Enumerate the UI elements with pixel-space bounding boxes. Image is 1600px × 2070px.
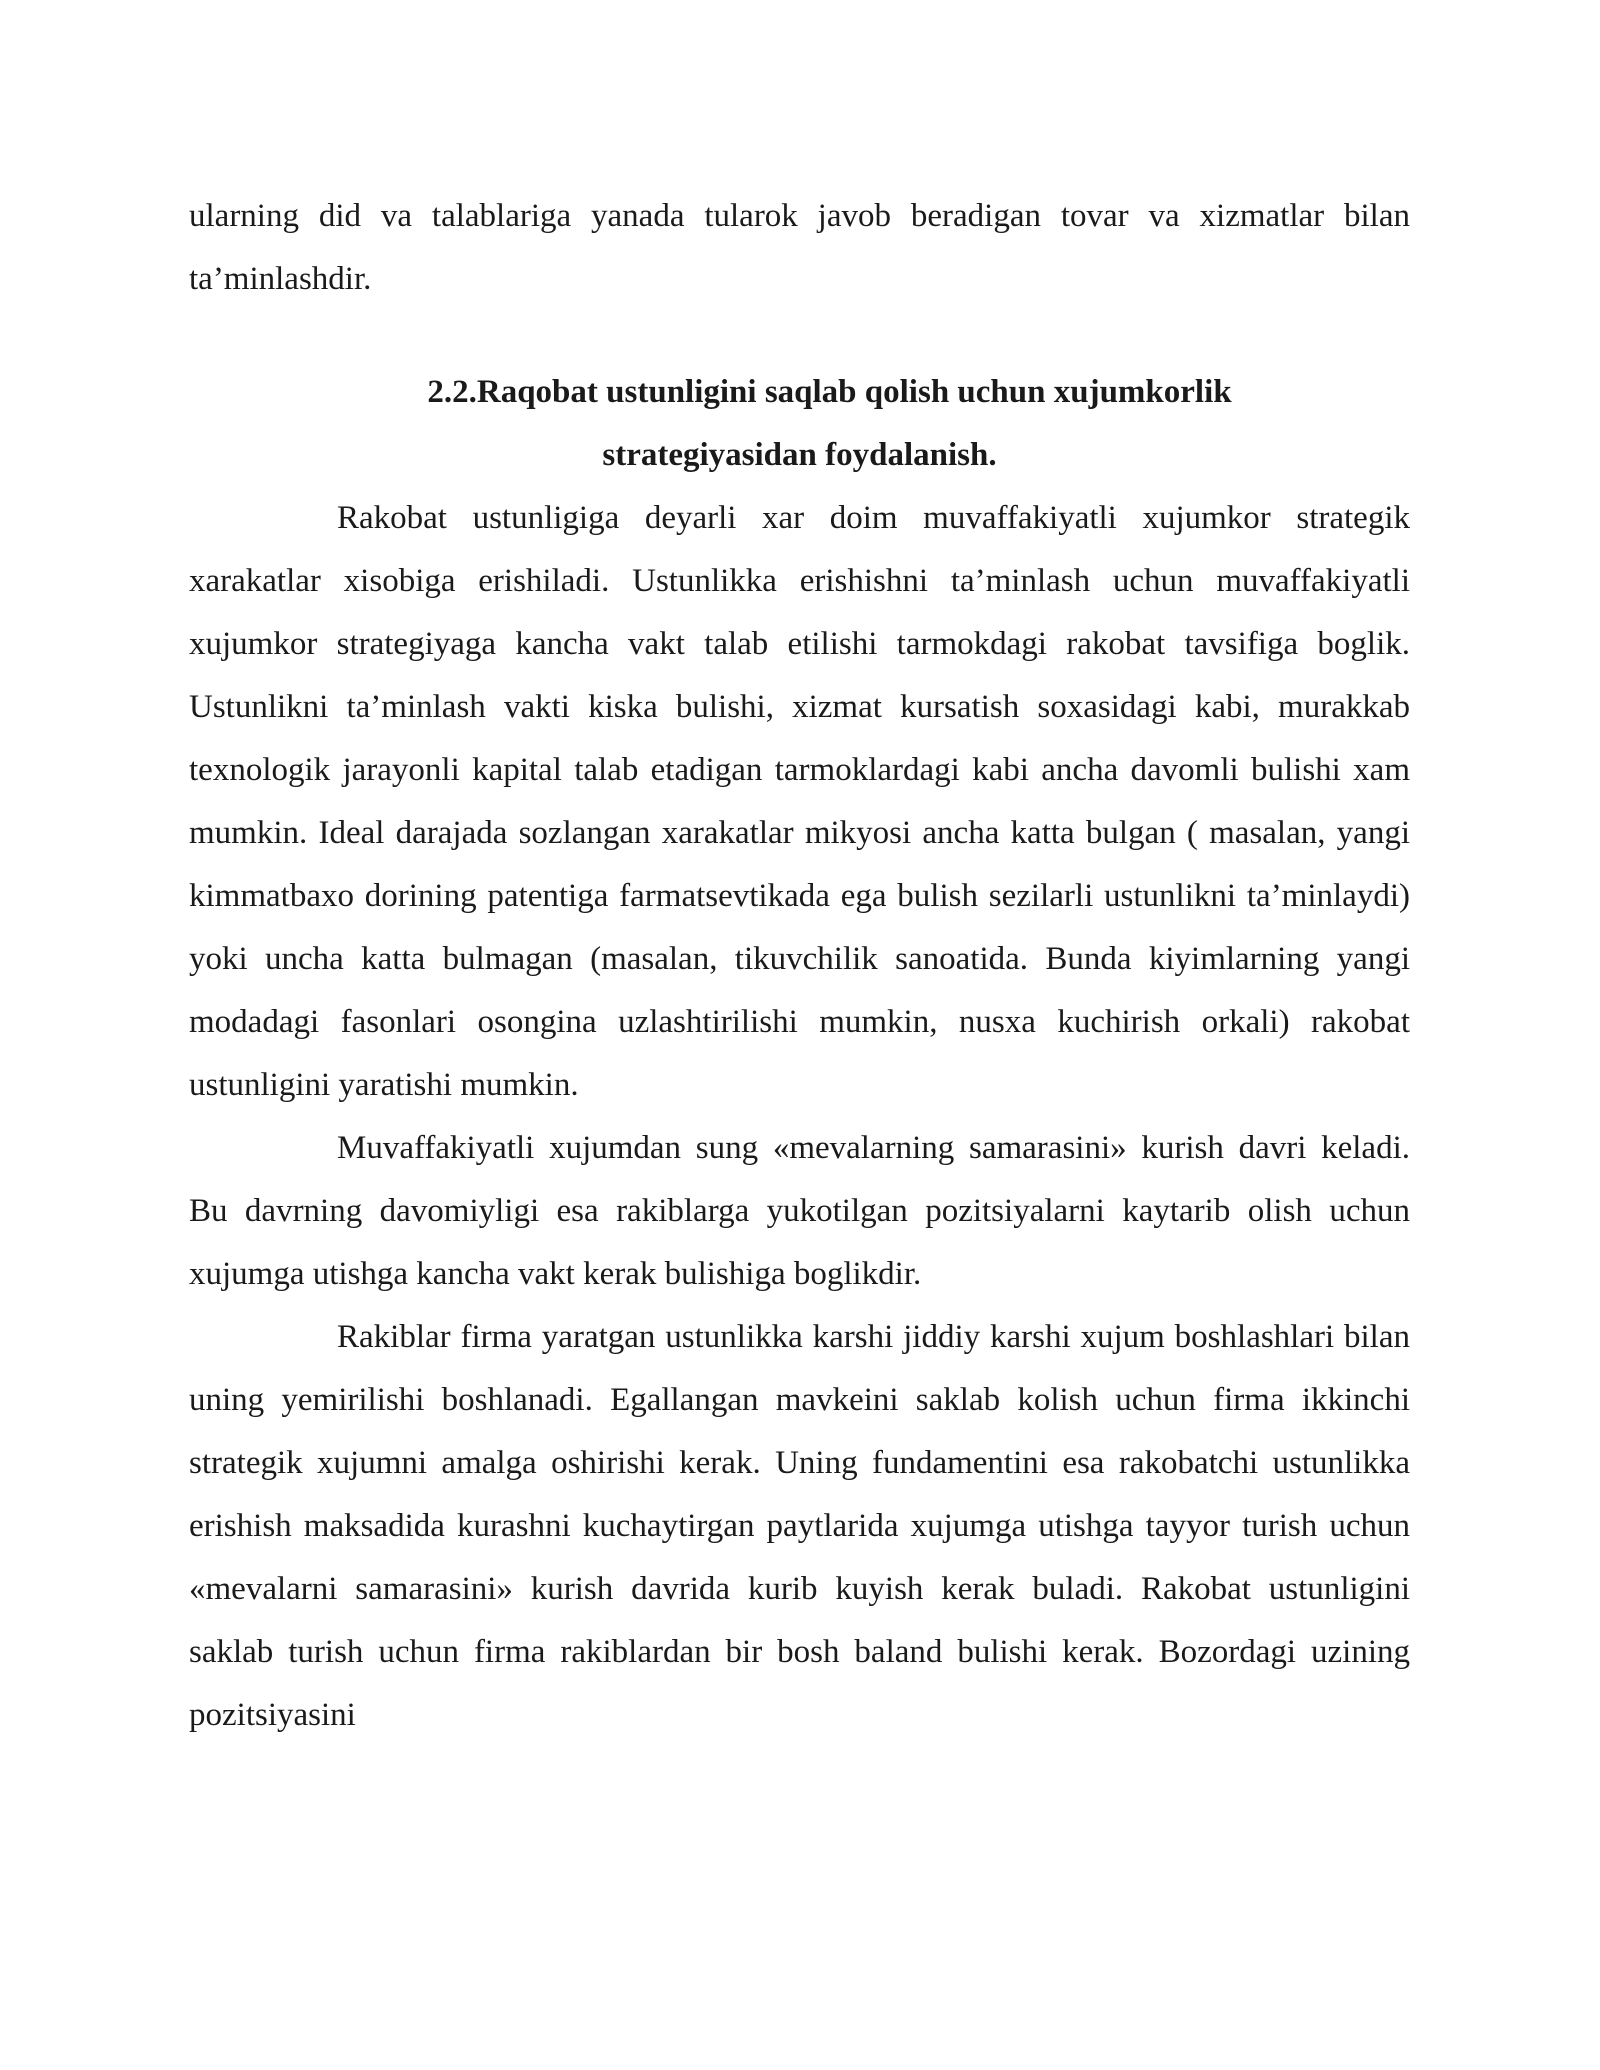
body-paragraph-1: Rakobat ustunligiga deyarli xar doim muvaffakiyatli xujumkor strategik xarakatlar xisobiga erishiladi. Ustunlikka erishishni ta’minlash uchun muvaffakiyatli xujumkor strategiyaga kancha vakt talab etilishi tarmokdagi rakobat tavsifiga boglik. Ustunlikni ta’minlash vakti kiska bulishi, xizmat kursatish soxasidagi kabi, murakkab texnologik jarayonli kapital talab etadigan tarmoklardagi kabi ancha davomli bulishi xam mumkin. Ideal darajada sozlangan xarakatlar mikyosi ancha katta bulgan ( masalan, yangi kimmatbaxo dorining patentiga farmatsevtikada ega bulish sezilarli ustunlikni ta’minlaydi) yoki uncha katta bulmagan (masalan, tikuvchilik sanoatida. Bunda kiyimlarning yangi modadagi fasonlari osongina uzlashtirilishi mumkin, nusxa kuchirish orkali) rakobat ustunligini yaratishi mumkin.: [189, 500, 1410, 1103]
document-body: [189, 185, 1410, 1747]
section-heading-line-2: strategiyasidan foydalanish.: [602, 437, 997, 473]
opening-paragraph: ularning did va talablariga yanada tularok javob beradigan tovar va xizmatlar bilan ta’minlashdir.: [189, 198, 1410, 297]
body-paragraph-3: Rakiblar firma yaratgan ustunlikka karshi jiddiy karshi xujum boshlashlari bilan uning yemirilishi boshlanadi. Egallangan mavkeini saklab kolish uchun firma ikkinchi strategik xujumni amalga oshirishi kerak. Uning fundamentini esa rakobatchi ustunlikka erishish maksadida kurashni kuchaytirgan paytlarida xujumga utishga tayyor turish uchun «mevalarni samarasini» kurish davrida kurib kuyish kerak buladi. Rakobat ustunligini saklab turish uchun firma rakiblardan bir bosh baland bulishi kerak. Bozordagi uzining pozitsiyasini: [189, 1319, 1410, 1733]
section-heading: [189, 361, 1410, 487]
section-heading-line-1: 2.2.Raqobat ustunligini saqlab qolish uchun xujumkorlik: [427, 374, 1232, 410]
body-paragraph-2: Muvaffakiyatli xujumdan sung «mevalarning samarasini» kurish davri keladi. Bu davrning davomiyligi esa rakiblarga yukotilgan pozitsiyalarni kaytarib olish uchun xujumga utishga kancha vakt kerak bulishiga boglikdir.: [189, 1130, 1410, 1292]
